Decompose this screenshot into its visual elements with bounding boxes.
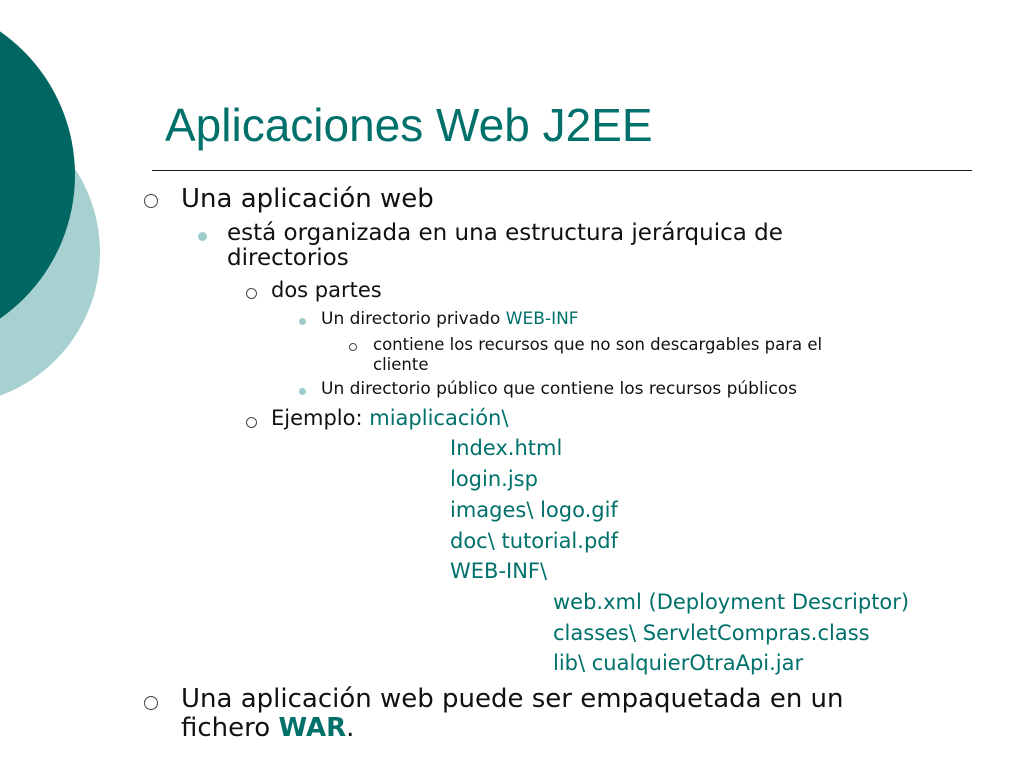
dot-bullet-icon <box>299 388 306 395</box>
tree-entry: doc\ tutorial.pdf <box>450 529 618 553</box>
title-divider <box>152 170 972 171</box>
war-suffix: . <box>346 713 355 743</box>
tree-entry: WEB-INF\ <box>450 559 548 583</box>
bullet-level3: dos partes <box>271 278 382 302</box>
tree-entry: login.jsp <box>450 467 538 491</box>
web-inf-highlight: WEB-INF <box>505 309 579 329</box>
war-highlight: WAR <box>278 713 347 743</box>
bullet-level2-line2: directorios <box>227 245 349 271</box>
ejemplo-root-dir: miaplicación\ <box>369 406 509 430</box>
tree-entry: lib\ cualquierOtraApi.jar <box>553 651 804 675</box>
ring-bullet-icon <box>246 417 257 428</box>
bullet-level4: Un directorio público que contiene los recursos públicos <box>321 379 798 399</box>
bullet-level4 <box>321 309 579 329</box>
ring-bullet-icon <box>144 696 158 710</box>
ejemplo-label: Ejemplo: <box>271 406 370 430</box>
tree-entry: Index.html <box>450 436 563 460</box>
dot-bullet-icon <box>299 318 306 325</box>
bullet-level4-text: Un directorio privado <box>321 309 506 329</box>
bullet-level1-line1: Una aplicación web puede ser empaquetada en un <box>181 684 844 714</box>
ring-bullet-icon <box>246 288 257 299</box>
bullet-level1: Una aplicación web <box>181 184 434 214</box>
bullet-level2-line1: está organizada en una estructura jerárquica de <box>227 220 783 246</box>
tree-entry: web.xml (Deployment Descriptor) <box>553 590 910 614</box>
ring-bullet-icon <box>144 194 158 208</box>
ring-bullet-icon <box>349 343 357 351</box>
bullet-level5-line2: cliente <box>373 355 429 374</box>
tree-entry: classes\ ServletCompras.class <box>553 621 870 645</box>
war-prefix: fichero <box>181 713 279 743</box>
tree-entry: images\ logo.gif <box>450 498 618 522</box>
bullet-level3 <box>271 406 508 430</box>
slide-title: Aplicaciones Web J2EE <box>165 99 653 151</box>
dot-bullet-icon <box>198 232 207 241</box>
bullet-level1-line2 <box>181 713 354 743</box>
bullet-level5-line1: contiene los recursos que no son descargables para el <box>373 335 823 354</box>
